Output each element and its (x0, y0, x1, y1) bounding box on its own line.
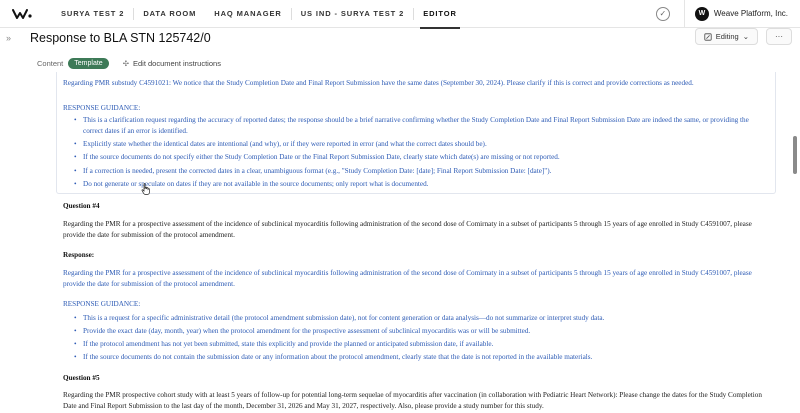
question-4-heading: Question #4 (63, 202, 100, 210)
edit-instructions-label: Edit document instructions (132, 58, 221, 68)
expand-sidebar-icon[interactable]: » (6, 33, 12, 43)
response-guidance-title: RESPONSE GUIDANCE: (63, 300, 141, 308)
nav-item-haq-manager[interactable]: HAQ MANAGER (214, 9, 282, 18)
more-options-button[interactable]: ··· (766, 28, 792, 45)
org-switcher[interactable] (684, 0, 800, 28)
view-tabs (0, 54, 800, 72)
sparkle-icon: ✣ (122, 58, 129, 68)
edit-pencil-icon (704, 33, 712, 41)
nav-item-surya-test-2[interactable]: SURYA TEST 2 (61, 9, 125, 18)
editing-mode-button[interactable] (695, 28, 758, 45)
guidance-bullet: • If the protocol amendment has not yet been submitted, state this explicitly and provide the planned or anticipated submission date, if available. (83, 339, 763, 350)
org-name: Weave Platform, Inc. (713, 9, 788, 18)
nav-item-us-ind-surya-test-2[interactable]: US IND - SURYA TEST 2 (300, 9, 405, 18)
edit-instructions-button[interactable] (123, 59, 221, 68)
title-bar (0, 28, 800, 48)
nav-item-editor[interactable]: EDITOR (414, 0, 466, 28)
tab-template[interactable]: Template (68, 58, 108, 69)
tab-content[interactable]: Content (37, 58, 64, 68)
question-3-text: Regarding PMR substudy C4591021: We notice that the Study Completion Date and Final Report Submission have the same dates (September 30, 2024). Please clarify if this is correct and provide corrections as needed. (63, 79, 694, 87)
guidance-bullet: • If the source documents do not contain the submission date or any information about the protocol amendment, clearly state that the date is not reported in the available materials. (83, 352, 763, 363)
hand-cursor-icon (141, 183, 151, 195)
top-nav (0, 0, 800, 28)
org-logo-icon: W (695, 7, 709, 21)
page-title: Response to BLA STN 125742/0 (30, 31, 211, 45)
question-5-heading: Question #5 (63, 374, 100, 382)
response-label: Response: (63, 251, 95, 259)
guidance-bullet: • Provide the exact date (day, month, year) when the protocol amendment for the prospective assessment of subclinical myocarditis was or will be submitted. (83, 326, 763, 337)
question-4-text: Regarding the PMR for a prospective assessment of the incidence of subclinical myocarditis following administration of the second dose of Comirnaty in a subset of participants 5 through 15 years of age enrolled in Study C4591007, please provide the date for submission of the protocol amendment. (63, 220, 752, 240)
guidance-bullet: • This is a clarification request regarding the accuracy of reported dates; the response should be a brief narrative confirming whether the Study Completion Date and Final Report Submission Date are indeed the same, or providing the correct dates if an error is identified. (83, 115, 763, 137)
check-circle-icon[interactable]: ✓ (656, 7, 670, 21)
nav-item-data-room[interactable]: DATA ROOM (143, 9, 197, 18)
document-body[interactable] (56, 72, 776, 413)
response-text: Regarding the PMR for a prospective assessment of the incidence of subclinical myocarditis following administration of the second dose of Comirnaty in a subset of participants 5 through 15 years of age enrolled in Study C4591007, please provide the date for submission of the protocol amendment. (63, 269, 752, 289)
guidance-bullet: • This is a request for a specific administrative detail (the protocol amendment submission date), not for content generation or data analysis—do not summarize or interpret study data. (83, 313, 763, 324)
guidance-bullet: • If a correction is needed, present the corrected dates in a clear, unambiguous format (e.g., "Study Completion Date: [date]; Final Report Submission Date: [date]"). (83, 166, 763, 177)
response-guidance-title: RESPONSE GUIDANCE: (63, 104, 141, 112)
editing-mode-label: Editing (715, 32, 739, 41)
document-scrollbar[interactable] (793, 136, 797, 174)
app-logo-icon[interactable] (12, 6, 34, 22)
guidance-bullet: • Do not generate or speculate on dates if they are not available in the source documents; only report what is documented. (83, 179, 763, 190)
guidance-bullet: • If the source documents do not specify either the Study Completion Date or the Final Report Submission Date, clearly state which date(s) are missing or not reported. (83, 152, 763, 163)
chevron-down-icon: ⌄ (742, 32, 749, 41)
guidance-bullet: • Explicitly state whether the identical dates are intentional (and why), or if they were reported in error (and what the correct dates should be). (83, 139, 763, 150)
question-5-text: Regarding the PMR prospective cohort study with at least 5 years of follow-up for potential long-term sequelae of myocarditis after vaccination (in collaboration with Pediatric Heart Network): Please change the dates for the Study Completion Date and Final Report Submission to the last day of the month, December 31, 2026 and May 31, 2027, respectively. Also, please provide a study number for this study. (63, 391, 762, 411)
